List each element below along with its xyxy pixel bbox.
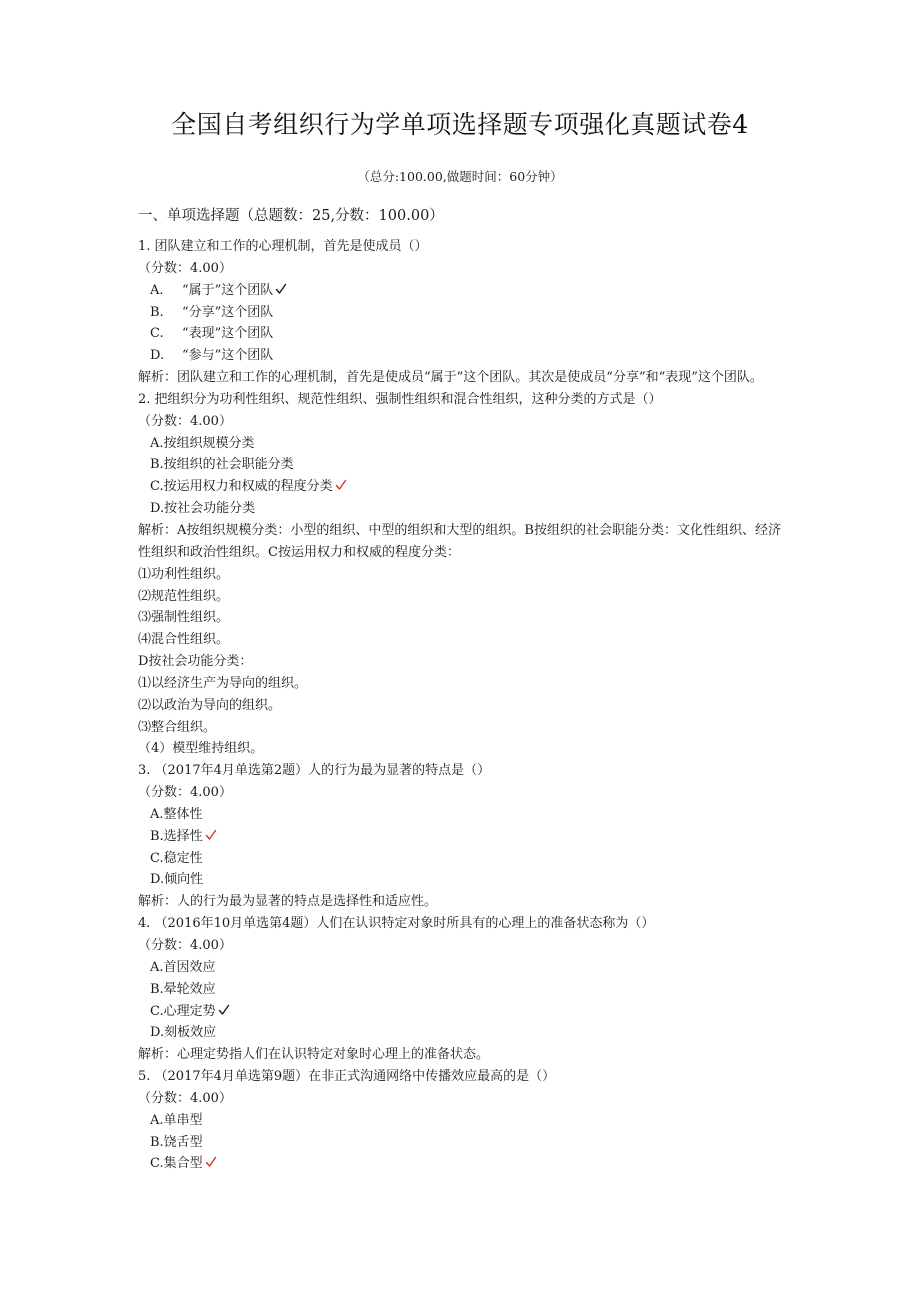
line-text: 3. （2017年4月单选第2题）人的行为最为显著的特点是（） xyxy=(138,763,491,779)
answer-option xyxy=(138,433,788,455)
line-text: D.倾向性 xyxy=(150,872,204,888)
line-text: A.单串型 xyxy=(150,1112,203,1128)
line-text: B.按组织的社会职能分类 xyxy=(150,457,294,473)
line-text: A.按组织规模分类 xyxy=(150,435,255,451)
text-line xyxy=(138,782,788,804)
line-text: “分享”这个团队 xyxy=(182,304,274,320)
line-text: （分数：4.00） xyxy=(138,1090,232,1106)
answer-option xyxy=(138,280,788,302)
line-text: （分数：4.00） xyxy=(138,260,232,276)
text-line xyxy=(138,411,788,433)
line-text: C.心理定势 xyxy=(150,1003,216,1019)
line-text: B.选择性 xyxy=(150,828,203,844)
answer-option xyxy=(138,1022,788,1044)
answer-option xyxy=(138,848,788,870)
text-line xyxy=(138,695,788,717)
text-line xyxy=(138,738,788,760)
line-text: B.晕轮效应 xyxy=(150,981,216,997)
check-mark-icon xyxy=(218,1004,230,1016)
answer-option xyxy=(138,804,788,826)
option-letter: A. xyxy=(150,282,164,298)
line-text: ⑵以政治为导向的组织。 xyxy=(138,697,282,713)
text-line xyxy=(138,586,788,608)
line-text: （分数：4.00） xyxy=(138,413,232,429)
line-text: C.按运用权力和权威的程度分类 xyxy=(150,479,333,495)
text-line xyxy=(138,236,788,258)
line-text: “参与”这个团队 xyxy=(182,348,274,364)
answer-option xyxy=(138,979,788,1001)
check-mark-icon xyxy=(205,829,217,841)
section-heading: 一、单项选择题（总题数：25,分数：100.00） xyxy=(138,208,444,224)
text-line xyxy=(138,607,788,629)
line-text: ⑶整合组织。 xyxy=(138,719,217,735)
answer-option xyxy=(138,826,788,848)
line-text: ⑴功利性组织。 xyxy=(138,566,230,582)
option-letter: B. xyxy=(150,304,164,320)
text-line xyxy=(138,389,788,411)
text-line xyxy=(138,935,788,957)
line-text: ⑴以经济生产为导向的组织。 xyxy=(138,675,308,691)
answer-option xyxy=(138,1153,788,1175)
text-line xyxy=(138,564,788,586)
line-text: 2. 把组织分为功利性组织、规范性组织、强制性组织和混合性组织，这种分类的方式是（） xyxy=(138,391,662,407)
line-text: 解析：心理定势指人们在认识特定对象时心理上的准备状态。 xyxy=(138,1047,490,1063)
line-text: C.集合型 xyxy=(150,1156,203,1172)
text-line xyxy=(138,258,788,280)
line-text: 1. 团队建立和工作的心理机制，首先是使成员（） xyxy=(138,239,428,254)
check-mark-icon xyxy=(275,283,287,295)
line-text: “属于”这个团队 xyxy=(182,282,274,298)
answer-option xyxy=(138,498,788,520)
text-line xyxy=(138,367,788,389)
answer-option xyxy=(138,1132,788,1154)
line-text: A.整体性 xyxy=(150,806,203,822)
line-text: （分数：4.00） xyxy=(138,938,232,953)
line-text: “表现”这个团队 xyxy=(182,326,274,342)
line-text: A.首因效应 xyxy=(150,959,216,975)
option-letter: D. xyxy=(150,348,165,364)
text-line xyxy=(138,760,788,782)
text-line xyxy=(138,651,788,673)
text-line xyxy=(138,913,788,935)
line-text: D.按社会功能分类 xyxy=(150,501,256,517)
line-text: 解析：团队建立和工作的心理机制，首先是使成员“属于”这个团队。其次是使成员“分享”和“表现”这个团队。 xyxy=(138,370,763,386)
question-body xyxy=(138,236,788,1175)
answer-option xyxy=(138,1110,788,1132)
text-line xyxy=(138,520,788,564)
line-text: ⑶强制性组织。 xyxy=(138,610,230,626)
line-text: B.饶舌型 xyxy=(150,1134,203,1150)
line-text: D.刻板效应 xyxy=(150,1025,217,1041)
text-line xyxy=(138,673,788,695)
text-line xyxy=(138,1088,788,1110)
answer-option xyxy=(138,1001,788,1023)
text-line xyxy=(138,629,788,651)
line-text: 解析：人的行为最为显著的特点是选择性和适应性。 xyxy=(138,894,438,910)
document-title: 全国自考组织行为学单项选择题专项强化真题试卷4 xyxy=(171,110,749,139)
line-text: 5. （2017年4月单选第9题）在非正式沟通网络中传播效应最高的是（） xyxy=(138,1069,556,1085)
text-line xyxy=(138,717,788,739)
answer-option xyxy=(138,869,788,891)
line-text: D按社会功能分类： xyxy=(138,654,253,670)
text-line xyxy=(138,1066,788,1088)
line-text: ⑵规范性组织。 xyxy=(138,588,230,604)
line-text: 解析：A按组织规模分类：小型的组织、中型的组织和大型的组织。B按组织的社会职能分类：文化性组织、经济性组织和政治性组织。C按运用权力和权威的程度分类： xyxy=(138,522,781,560)
text-line xyxy=(138,1044,788,1066)
answer-option xyxy=(138,454,788,476)
line-text: 4. （2016年10月单选第4题）人们在认识特定对象时所具有的心理上的准备状态称为（） xyxy=(138,916,655,932)
answer-option xyxy=(138,345,788,367)
check-mark-icon xyxy=(205,1156,217,1168)
answer-option xyxy=(138,302,788,324)
text-line xyxy=(138,891,788,913)
line-text: C.稳定性 xyxy=(150,850,203,866)
answer-option xyxy=(138,476,788,498)
line-text: ⑷混合性组织。 xyxy=(138,632,230,648)
answer-option xyxy=(138,957,788,979)
document-subtitle: （总分:100.00,做题时间：60分钟） xyxy=(357,169,563,184)
answer-option xyxy=(138,323,788,345)
option-letter: C. xyxy=(150,326,164,342)
line-text: （4）模型维持组织。 xyxy=(138,741,264,757)
line-text: （分数：4.00） xyxy=(138,785,232,801)
check-mark-icon xyxy=(335,479,347,491)
